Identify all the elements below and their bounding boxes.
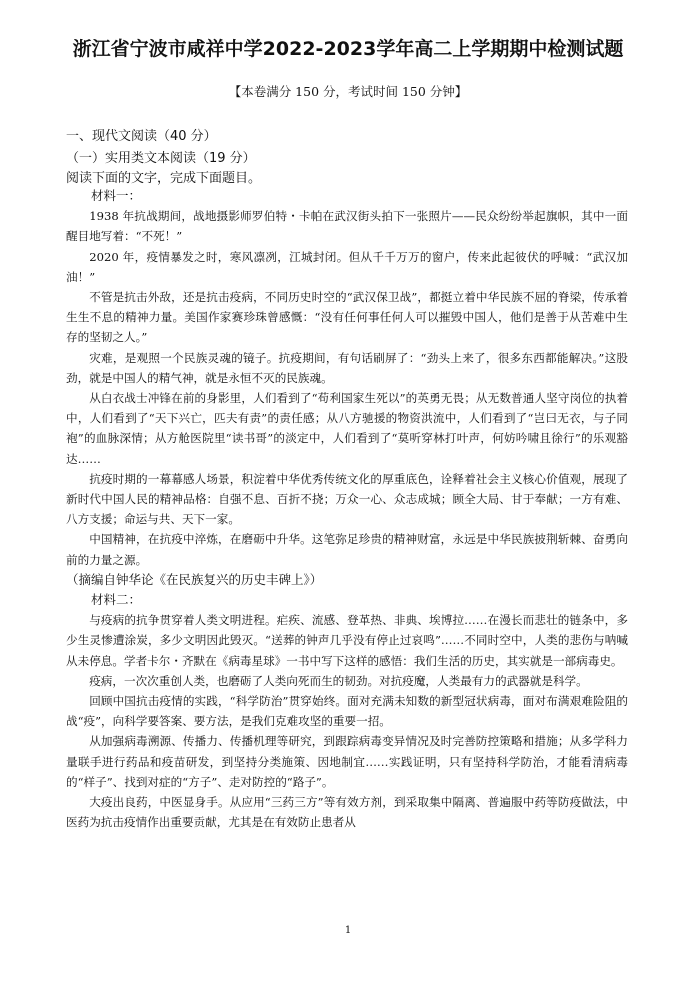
paragraph: 大疫出良药，中医显身手。从应用“三药三方”等有效方剂，到采取集中隔离、普遍服中药等防疫做法，中医药为抗击疫情作出重要贡献，尤其是在有效防止患者从 bbox=[66, 795, 628, 830]
material-one-source: （摘编自钟华论《在民族复兴的历史丰碑上》） bbox=[66, 571, 323, 587]
section-heading: 一、现代文阅读（40 分） bbox=[66, 129, 217, 144]
instruction-text: 阅读下面的文字，完成下面题目。 bbox=[66, 171, 262, 186]
exam-info: 【本卷满分 150 分，考试时间 150 分钟】 bbox=[228, 84, 468, 99]
reading-passage bbox=[66, 186, 628, 833]
paragraph: 1938 年抗战期间，战地摄影师罗伯特・卡帕在武汉街头拍下一张照片——民众纷纷举起旗帜，其中一面醒目地写着：“不死！” bbox=[66, 209, 628, 244]
paragraph: 从白衣战士冲锋在前的身影里，人们看到了“苟利国家生死以”的英勇无畏；从无数普通人坚守岗位的执着中，人们看到了“天下兴亡，匹夫有责”的责任感；从八方驰援的物资洪流中，人们看到了“岂曰无衣，与子同袍”的血脉深情；从方舱医院里“读书哥”的淡定中，人们看到了“莫听穿林打叶声，何妨吟啸且徐行”的乐观豁达…… bbox=[66, 391, 628, 466]
paragraph: 灾难，是观照一个民族灵魂的镜子。抗疫期间，有句话刷屏了：“劲头上来了，很多东西都能解决。”这股劲，就是中国人的精气神，就是永恒不灭的民族魂。 bbox=[66, 350, 628, 385]
page-number: 1 bbox=[344, 925, 352, 936]
subsection-heading: （一）实用类文本阅读（19 分） bbox=[66, 151, 256, 166]
page-title: 浙江省宁波市咸祥中学2022-2023学年高二上学期期中检测试题 bbox=[72, 38, 624, 60]
paragraph: 不管是抗击外敌，还是抗击疫病，不同历史时空的“武汉保卫战”，都挺立着中华民族不屈的脊梁，传承着生生不息的精神力量。美国作家赛珍珠曾感慨：“没有任何事任何人可以摧毁中国人，他们是善于从苦难中生存的坚韧之人。” bbox=[66, 290, 628, 345]
paragraph: 疫病，一次次重创人类，也磨砺了人类向死而生的韧劲。对抗疫魔，人类最有力的武器就是科学。 bbox=[89, 673, 588, 688]
paragraph: 中国精神，在抗疫中淬炼，在磨砺中升华。这笔弥足珍贵的精神财富，永远是中华民族披荆斩棘、奋勇向前的力量之源。 bbox=[66, 532, 628, 567]
paragraph: 2020 年，疫情暴发之时，寒风凛冽，江城封闭。但从千千万万的窗户，传来此起彼伏的呼喊：“武汉加油！” bbox=[66, 249, 628, 284]
material-one-label: 材料一： bbox=[91, 188, 142, 203]
paragraph: 与疫病的抗争贯穿着人类文明进程。疟疾、流感、登革热、非典、埃博拉……在漫长而悲壮的链条中，多少生灵惨遭涂炭，多少文明因此毁灭。“送葬的钟声几乎没有停止过哀鸣”……不同时空中，人类的悲伤与呐喊从未停息。学者卡尔・齐默在《病毒星球》一书中写下这样的感悟：我们生活的历史，其实就是一部病毒史。 bbox=[66, 613, 628, 668]
material-two-label: 材料二： bbox=[91, 592, 142, 608]
paragraph: 从加强病毒溯源、传播力、传播机理等研究，到跟踪病毒变异情况及时完善防控策略和措施；从多学科力量联手进行药品和疫苗研发，到坚持分类施策、因地制宜……实践证明，只有坚持科学防治，才能看清病毒的“样子”、找到对症的“方子”、走对防控的“路子”。 bbox=[66, 734, 628, 789]
paragraph: 抗疫时期的一幕幕感人场景，积淀着中华优秀传统文化的厚重底色，诠释着社会主义核心价值观，展现了新时代中国人民的精神品格：自强不息、百折不挠；万众一心、众志成城；顾全大局、甘于奉献；一方有难、八方支援；命运与共、天下一家。 bbox=[66, 471, 628, 527]
paragraph: 回顾中国抗击疫情的实践，“科学防治”贯穿始终。面对充满未知数的新型冠状病毒，面对布满艰难险阻的战“疫”，向科学要答案、要方法，是我们克难攻坚的重要一招。 bbox=[66, 694, 628, 729]
